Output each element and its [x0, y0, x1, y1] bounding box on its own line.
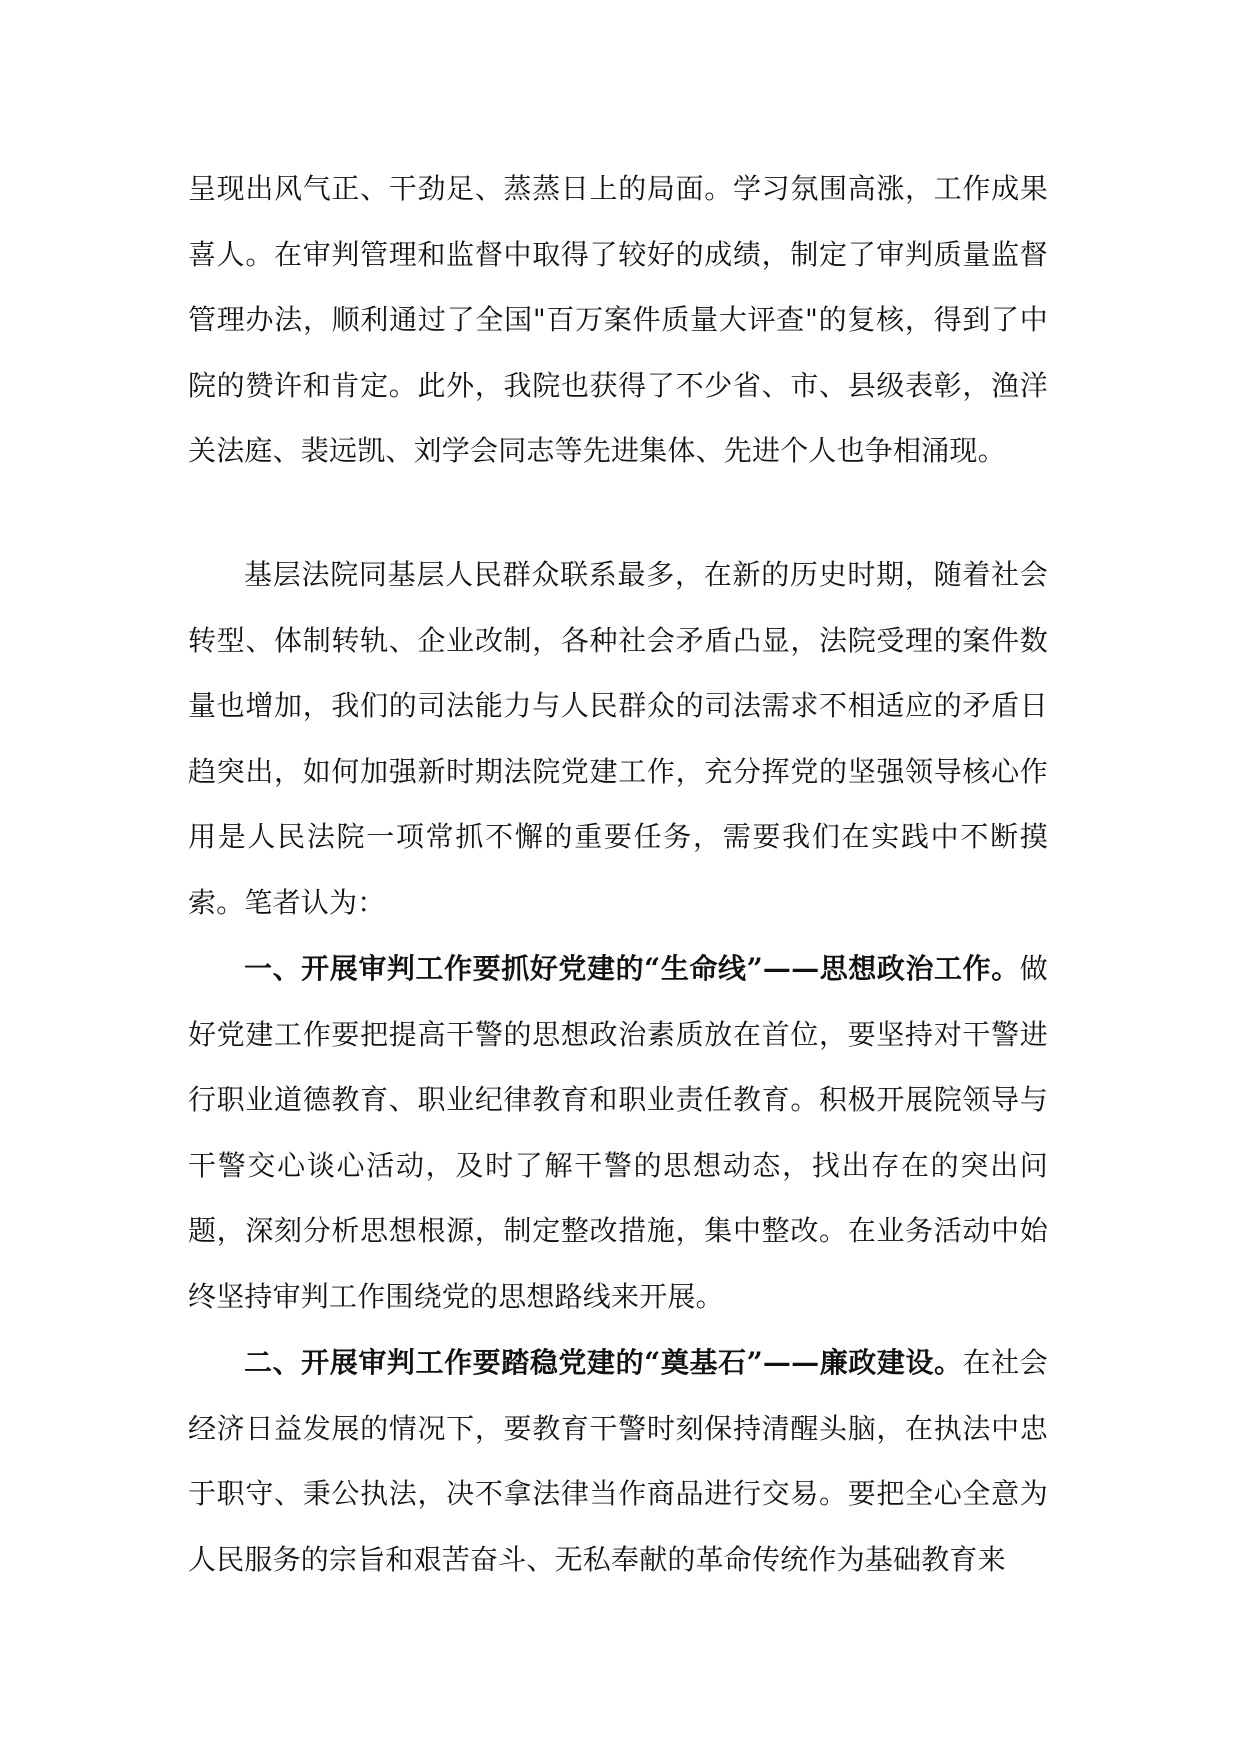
paragraph-4 [188, 1330, 1048, 1592]
paragraph-4-text: 在社会经济日益发展的情况下，要教育干警时刻保持清醒头脑，在执法中忠于职守、秉公执法，决不拿法律当作商品进行交易。要把全心全意为人民服务的宗旨和艰苦奋斗、无私奉献的革命传统作为基础教育来 [188, 1346, 1048, 1576]
section-heading-1: 一、开展审判工作要抓好党建的“生命线”——思想政治工作。 [244, 952, 1020, 985]
section-heading-2: 二、开展审判工作要踏稳党建的“奠基石”——廉政建设。 [244, 1346, 963, 1379]
paragraph-3 [188, 936, 1048, 1329]
paragraph-4-content [188, 1330, 1048, 1592]
paragraph-1 [188, 156, 1048, 484]
paragraph-3-content [188, 936, 1048, 1329]
paragraph-3-text: 做好党建工作要把提高干警的思想政治素质放在首位，要坚持对干警进行职业道德教育、职业纪律教育和职业责任教育。积极开展院领导与干警交心谈心活动，及时了解干警的思想动态，找出存在的突出问题，深刻分析思想根源，制定整改措施，集中整改。在业务活动中始终坚持审判工作围绕党的思想路线来开展。 [188, 952, 1048, 1313]
paragraph-2 [188, 542, 1048, 935]
paragraph-2-text: 基层法院同基层人民群众联系最多，在新的历史时期，随着社会转型、体制转轨、企业改制，各种社会矛盾凸显，法院受理的案件数量也增加，我们的司法能力与人民群众的司法需求不相适应的矛盾日趋突出，如何加强新时期法院党建工作，充分挥党的坚强领导核心作用是人民法院一项常抓不懈的重要任务，需要我们在实践中不断摸索。笔者认为： [188, 558, 1048, 919]
paragraph-1-text: 呈现出风气正、干劲足、蒸蒸日上的局面。学习氛围高涨，工作成果喜人。在审判管理和监督中取得了较好的成绩，制定了审判质量监督管理办法，顺利通过了全国"百万案件质量大评查"的复核，得到了中院的赞许和肯定。此外，我院也获得了不少省、市、县级表彰，渔洋关法庭、裴远凯、刘学会同志等先进集体、先进个人也争相涌现。 [188, 172, 1048, 467]
